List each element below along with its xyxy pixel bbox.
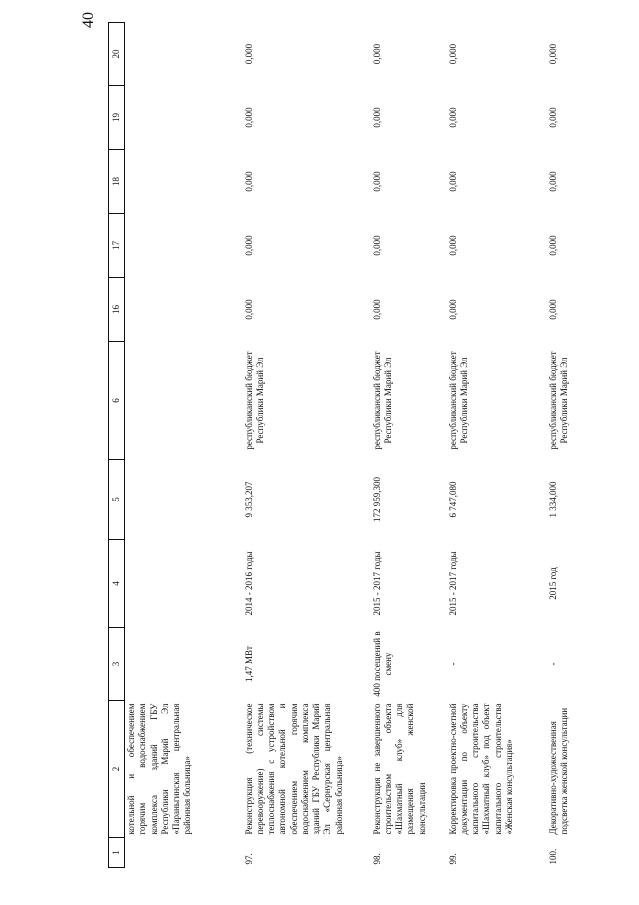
funding-source: [125, 342, 243, 460]
table-row: [243, 23, 371, 868]
value-16: 0,000: [371, 299, 382, 320]
header-cell-19: 19: [109, 86, 125, 150]
cost: 9 353,207: [243, 481, 254, 518]
header-cell-6: 6: [109, 342, 125, 460]
header-cell-18: 18: [109, 150, 125, 214]
value-16: [125, 278, 243, 342]
period: 2015 - 2017 годы: [371, 551, 382, 616]
header-cell-3: 3: [109, 628, 125, 701]
cost: 1 334,000: [547, 481, 558, 518]
row-number: 98.: [371, 853, 382, 865]
header-row: [109, 23, 125, 868]
header-cell-1: 1: [109, 838, 125, 868]
value-16: 0,000: [243, 299, 254, 320]
object-name: Декоративно-художественная подсветка женской консультации: [547, 707, 569, 835]
value-19: 0,000: [243, 107, 254, 128]
value-19: [125, 86, 243, 150]
object-name: котельной и обеспечением горячим водоснабжением комплекса зданий ГБУ Республики Марий Эл «Параньгинская центральная районная больница»: [126, 703, 193, 835]
value-20: 0,000: [371, 43, 382, 65]
cost: 6 747,080: [447, 481, 458, 518]
value-18: 0,000: [447, 171, 458, 192]
header-cell-17: 17: [109, 214, 125, 278]
table-row: [125, 23, 243, 868]
capacity: [125, 628, 243, 701]
value-20: 0,000: [243, 43, 254, 65]
table-row: [371, 23, 447, 868]
row-number: 99.: [447, 853, 458, 865]
header-cell-20: 20: [109, 23, 125, 86]
value-17: 0,000: [243, 235, 254, 256]
funding-source: республиканский бюджет Республики Марий Эл: [371, 351, 393, 450]
value-20: [125, 23, 243, 86]
value-17: 0,000: [371, 235, 382, 256]
value-16: 0,000: [447, 299, 458, 320]
object-name: Реконструкция не завершенного строительством объекта «Шахматный клуб» для размещения женской консультации: [371, 703, 427, 835]
funding-source: республиканский бюджет Республики Марий Эл: [447, 351, 469, 450]
capacity: -: [547, 662, 558, 666]
period: 2015 - 2017 годы: [447, 551, 458, 616]
funding-source: республиканский бюджет Республики Марий Эл: [547, 351, 569, 450]
cost: [125, 460, 243, 540]
capacity: -: [447, 662, 458, 666]
page-number: 40: [80, 12, 97, 28]
rotated-page-content: [108, 23, 596, 868]
object-name: Корректировка проектно-сметной документации по объекту капитального строительства «Шахматный клуб» под объект капитального строительства «Женская консультация»: [447, 703, 514, 835]
value-18: [125, 150, 243, 214]
object-name: Реконструкция (техническое перевооружение) системы теплоснабжения с устройством автономной котельной и обеспечением горячим водоснабжением комплекса зданий ГБУ Республики Марий Эл «Сернурская центральная районная больница»: [243, 703, 344, 835]
value-19: 0,000: [371, 107, 382, 128]
row-number: 97.: [243, 853, 254, 865]
header-cell-5: 5: [109, 460, 125, 540]
value-17: 0,000: [547, 235, 558, 256]
value-17: 0,000: [447, 235, 458, 256]
capacity: 400 посещений в смену: [371, 631, 393, 697]
row-number: [125, 838, 243, 868]
capacity: 1,47 МВт: [243, 646, 254, 682]
value-18: 0,000: [243, 171, 254, 192]
value-20: 0,000: [447, 43, 458, 65]
table-row: [547, 23, 619, 868]
value-20: 0,000: [547, 43, 558, 65]
value-18: 0,000: [547, 171, 558, 192]
period: [125, 540, 243, 628]
value-19: 0,000: [447, 107, 458, 128]
row-number: 100.: [547, 848, 558, 865]
header-cell-2: 2: [109, 701, 125, 838]
value-18: 0,000: [371, 171, 382, 192]
value-16: 0,000: [547, 299, 558, 320]
period: 2014 - 2016 годы: [243, 551, 254, 616]
funding-source: республиканский бюджет Республики Марий Эл: [243, 351, 265, 450]
value-19: 0,000: [547, 107, 558, 128]
value-17: [125, 214, 243, 278]
program-table: [108, 22, 619, 868]
header-cell-16: 16: [109, 278, 125, 342]
period: 2015 год: [547, 567, 558, 600]
cost: 172 959,300: [371, 477, 382, 522]
header-cell-4: 4: [109, 540, 125, 628]
table-row: [447, 23, 547, 868]
